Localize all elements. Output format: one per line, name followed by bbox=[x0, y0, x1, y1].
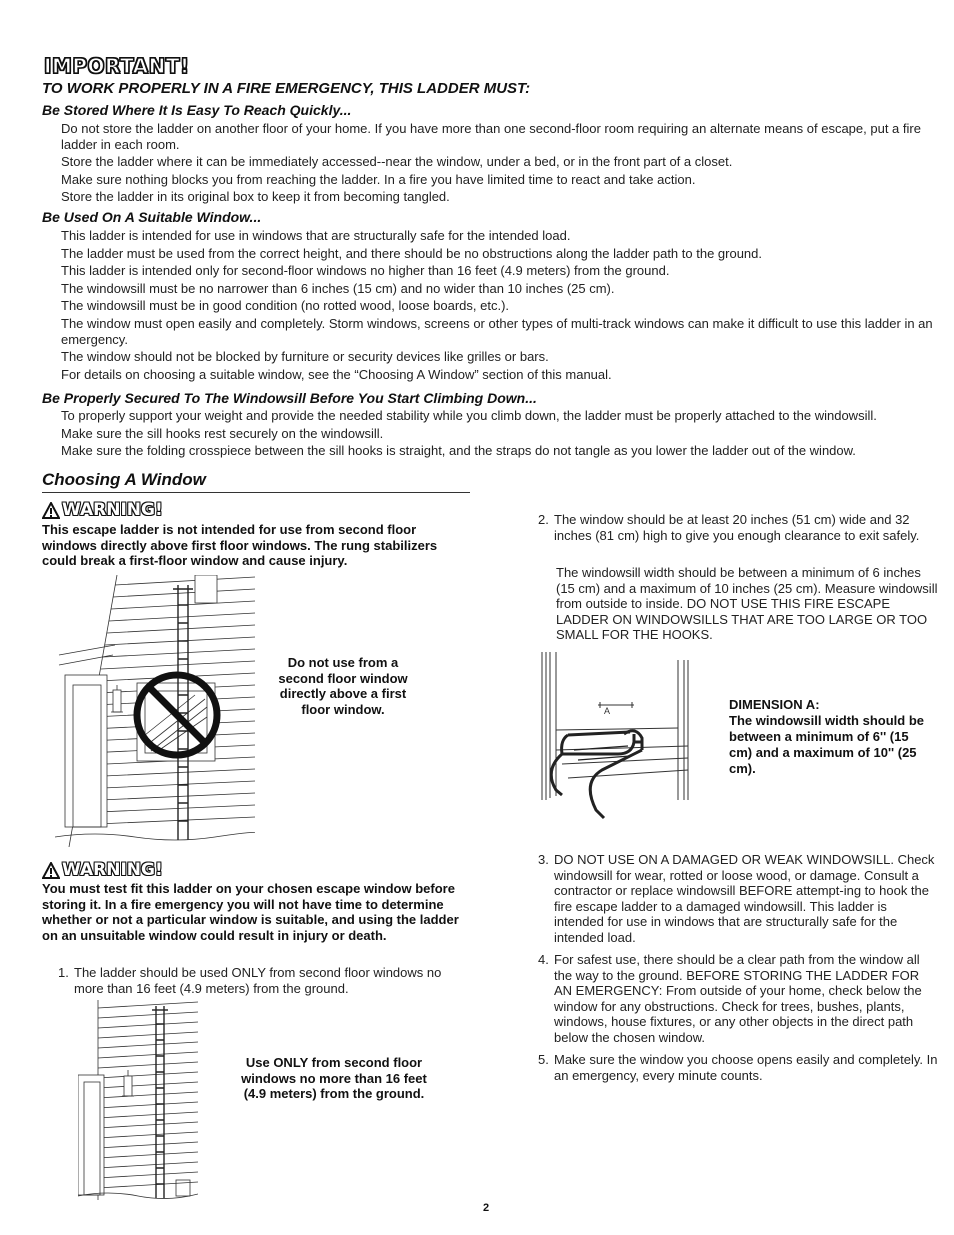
paragraph: The window should not be blocked by furniture or security devices like grilles or bars. bbox=[61, 349, 549, 365]
section-heading-secured: Be Properly Secured To The Windowsill Before You Start Climbing Down... bbox=[42, 390, 537, 406]
list-item-1 bbox=[58, 965, 458, 996]
figure1-caption: Do not use from a second floor window directly above a first floor window. bbox=[278, 655, 408, 717]
paragraph: Store the ladder in its original box to keep it from becoming tangled. bbox=[61, 189, 450, 205]
important-heading: IMPORTANT! bbox=[44, 54, 190, 78]
list-text: For safest use, there should be a clear path from the window all the way to the ground. BEFORE STORING THE LADDER FOR AN EMERGENCY: From outside of your home, check below the window for any obstructions. Check for trees, bushes, plants, windows, house fixtures, or any other objects in the direct path below the chosen window. bbox=[554, 952, 922, 1045]
list-text: Make sure the window you choose opens easily and completely. In an emergency, every minute counts. bbox=[554, 1052, 938, 1083]
paragraph: Make sure nothing blocks you from reaching the ladder. In a fire you have limited time to react and take action. bbox=[61, 171, 696, 187]
warning-triangle-icon bbox=[42, 502, 60, 519]
paragraph: Do not store the ladder on another floor of your home. If you have more than one second-floor room requiring an alternate means of escape, put a fire ladder in each room. bbox=[61, 121, 921, 152]
list-text: The ladder should be used ONLY from second floor windows no more than 16 feet (4.9 meters) from the ground. bbox=[74, 965, 442, 996]
list-number: 4. bbox=[538, 952, 549, 967]
list-number: 2. bbox=[538, 512, 549, 527]
list-item-3 bbox=[538, 852, 938, 946]
warning-heading-1 bbox=[42, 500, 163, 520]
paragraph: The windowsill must be in good condition (no rotted wood, loose boards, etc.). bbox=[61, 298, 510, 314]
paragraph: The ladder must be used from the correct height, and there should be no obstructions along the ladder path to the ground. bbox=[61, 245, 763, 261]
second-floor-ladder-illustration bbox=[78, 1000, 198, 1200]
warning-triangle-icon bbox=[42, 862, 60, 879]
dimension-a-caption bbox=[729, 697, 929, 777]
section-heading-suitable-window: Be Used On A Suitable Window... bbox=[42, 209, 262, 225]
section-heading-stored: Be Stored Where It Is Easy To Reach Quickly... bbox=[42, 102, 352, 118]
paragraph: To properly support your weight and provide the needed stability while you climb down, the ladder must be properly attached to the windowsill. bbox=[61, 408, 877, 423]
dimension-label: A bbox=[604, 706, 611, 716]
paragraph: Make sure the sill hooks rest securely on the windowsill. bbox=[61, 425, 384, 441]
page-number: 2 bbox=[483, 1202, 490, 1214]
warning-text-1: This escape ladder is not intended for use from second floor windows directly above first floor windows. The rung stabilizers could break a first-floor window and cause injury. bbox=[42, 522, 438, 569]
dimension-text: The windowsill width should be between a minimum of 6'' (15 cm) and a maximum of 10'' (25 cm). bbox=[729, 713, 924, 776]
dimension-title: DIMENSION A: bbox=[729, 697, 820, 712]
paragraph: This ladder is intended only for second-floor windows no higher than 16 feet (4.9 meters) from the ground. bbox=[61, 263, 670, 279]
list-number: 5. bbox=[538, 1052, 549, 1067]
warning-label: WARNING! bbox=[62, 500, 163, 520]
warning-label: WARNING! bbox=[62, 860, 163, 880]
list-item-2 bbox=[538, 512, 938, 543]
paragraph: This ladder is intended for use in windows that are structurally safe for the intended load. bbox=[61, 228, 571, 243]
ladder-must-headline: TO WORK PROPERLY IN A FIRE EMERGENCY, THIS LADDER MUST: bbox=[42, 80, 531, 97]
warning-heading-2 bbox=[42, 860, 163, 880]
choosing-window-title: Choosing A Window bbox=[42, 470, 470, 493]
list-item-5 bbox=[538, 1052, 938, 1083]
list-text: DO NOT USE ON A DAMAGED OR WEAK WINDOWSILL. Check windowsill for wear, rotted or loose wood, or damage. Consult a contractor or replace windowsill BEFORE attempt-ing to hook the fire escape ladder to a damaged windowsill. This ladder is intended for use in windows that are structurally safe for the intended load. bbox=[554, 852, 935, 945]
paragraph: Store the ladder where it can be immediately accessed--near the window, under a bed, or in the front part of a closet. bbox=[61, 154, 733, 170]
paragraph: For details on choosing a suitable window, see the “Choosing A Window” section of this manual. bbox=[61, 366, 612, 382]
warning-text-2: You must test fit this ladder on your chosen escape window before storing it. In a fire emergency you will not have time to determine whether or not a particular window is suitable, and using the ladder on an unsuitable window could result in injury or death. bbox=[42, 881, 459, 943]
paragraph: The window must open easily and completely. Storm windows, screens or other types of multi-track windows can make it difficult to use this ladder in an emergency. bbox=[61, 315, 933, 347]
list-item-4 bbox=[538, 952, 938, 1046]
paragraph: The windowsill must be no narrower than 6 inches (15 cm) and no wider than 10 inches (25 cm). bbox=[61, 280, 615, 296]
list-number: 3. bbox=[538, 852, 549, 867]
sill-hooks-illustration bbox=[538, 650, 708, 820]
figure2-caption: Use ONLY from second floor windows no more than 16 feet (4.9 meters) from the ground. bbox=[241, 1055, 427, 1102]
section-body-suitable-window bbox=[61, 228, 946, 384]
paragraph: Make sure the folding crosspiece between the sill hooks is straight, and the straps do not tangle as you lower the ladder out of the window. bbox=[61, 443, 856, 459]
list-number: 1. bbox=[58, 965, 69, 980]
section-body-secured bbox=[61, 408, 946, 461]
first-floor-window-illustration bbox=[55, 575, 255, 847]
section-body-stored bbox=[61, 121, 946, 207]
windowsill-width-note: The windowsill width should be between a minimum of 6 inches (15 cm) and a maximum of 10 inches (25 cm). Measure windowsill from outside to inside. DO NOT USE THIS FIRE ESCAPE LADDER ON WINDOWSILLS THAT ARE TOO LARGE OR TOO SMALL FOR THE HOOKS. bbox=[556, 565, 938, 643]
list-text: The window should be at least 20 inches (51 cm) wide and 32 inches (81 cm) high to give you enough clearance to exit safely. bbox=[554, 512, 920, 543]
